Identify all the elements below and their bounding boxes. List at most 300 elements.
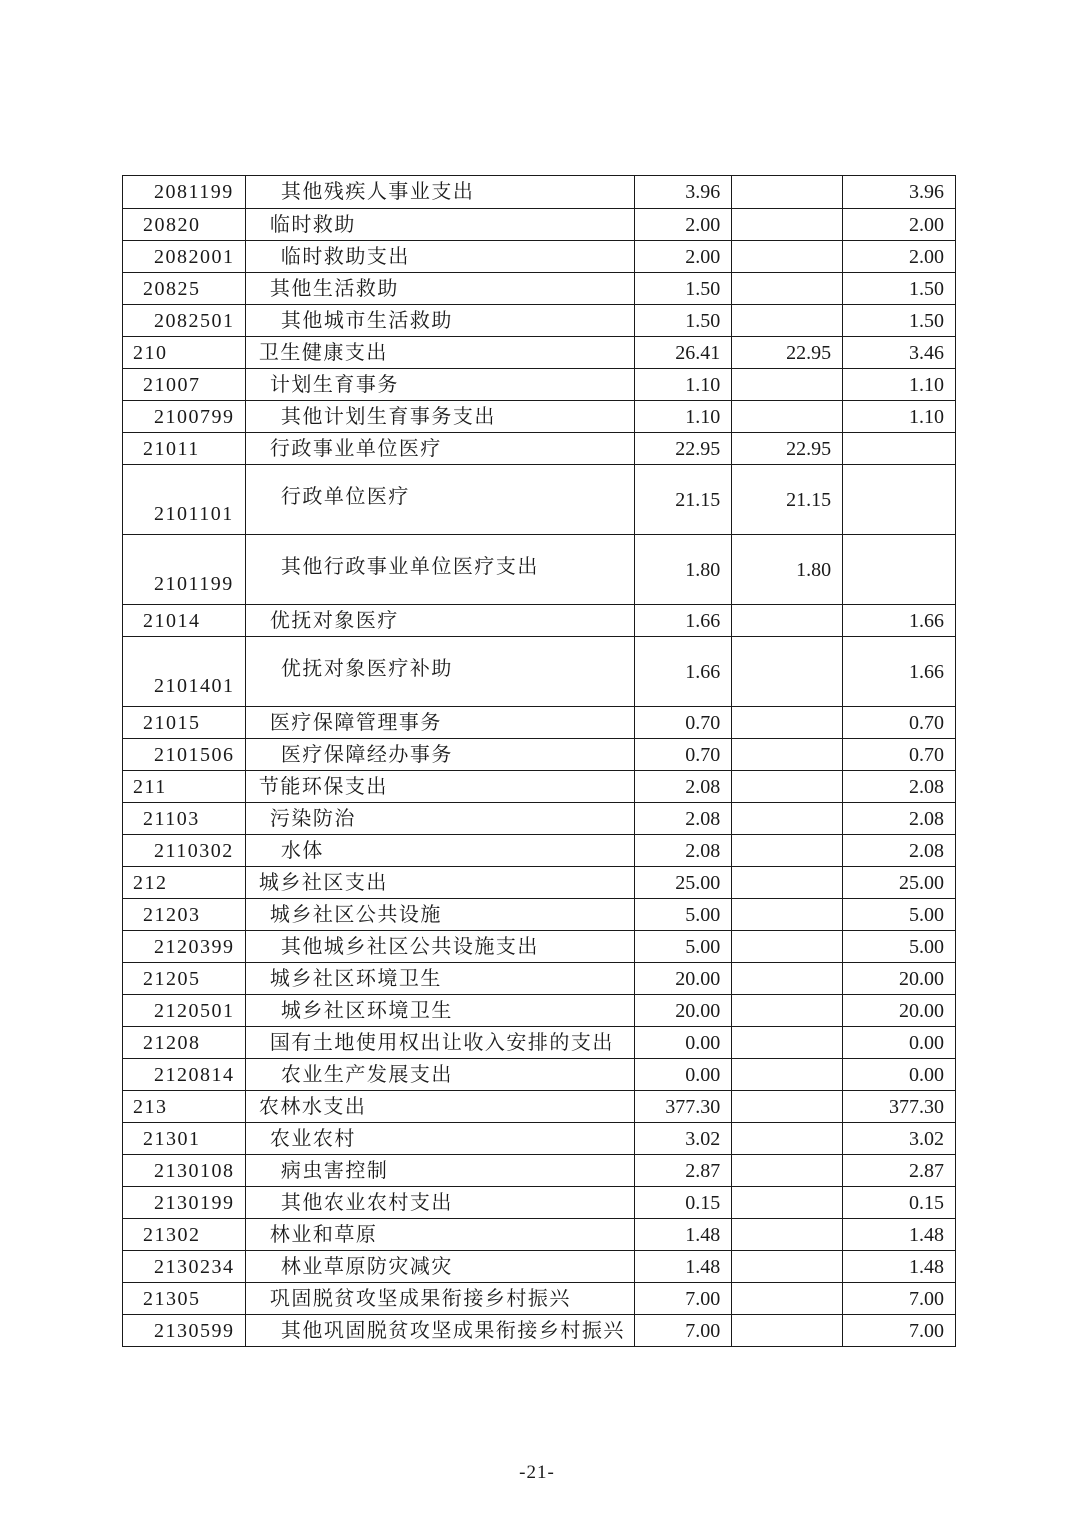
value-cell-total — [635, 931, 732, 962]
code-cell — [123, 637, 246, 706]
value-cell-col3 — [843, 1059, 955, 1090]
code-cell — [123, 835, 246, 866]
name-cell — [246, 995, 636, 1026]
name-cell — [246, 241, 636, 272]
table-row — [123, 802, 955, 834]
value-cell-col3 — [843, 1315, 955, 1346]
value-total-text: 20.00 — [675, 967, 721, 990]
code-cell — [123, 1315, 246, 1346]
code-text: 211 — [133, 775, 167, 798]
name-cell — [246, 739, 636, 770]
item-name-text: 农业生产发展支出 — [280, 1063, 453, 1086]
value-total-text: 2.08 — [685, 807, 721, 830]
value-cell-col2 — [732, 305, 843, 336]
code-cell — [123, 803, 246, 834]
code-cell — [123, 1059, 246, 1090]
code-text: 2082501 — [154, 309, 235, 332]
code-text: 2120399 — [154, 935, 235, 958]
item-name-text: 行政事业单位医疗 — [269, 437, 442, 460]
value-cell-col2 — [732, 899, 843, 930]
item-name-text: 林业和草原 — [269, 1223, 378, 1246]
item-name-text: 优抚对象医疗 — [269, 609, 399, 632]
value-cell-col3 — [843, 1251, 955, 1282]
item-name-text: 巩固脱贫攻坚成果衔接乡村振兴 — [269, 1287, 571, 1310]
value-col3-text: 1.66 — [909, 609, 944, 632]
value-col3-text: 3.46 — [909, 341, 945, 364]
value-cell-col2 — [732, 1315, 843, 1346]
value-cell-col2 — [732, 1187, 843, 1218]
name-cell — [246, 337, 636, 368]
code-cell — [123, 899, 246, 930]
value-total-text: 1.48 — [685, 1255, 721, 1278]
code-cell — [123, 273, 246, 304]
name-cell — [246, 1187, 636, 1218]
value-cell-total — [635, 369, 732, 400]
value-col3-text: 2.00 — [909, 213, 944, 236]
code-cell — [123, 771, 246, 802]
code-text: 21015 — [143, 711, 201, 734]
code-cell — [123, 1187, 246, 1218]
code-cell — [123, 707, 246, 738]
code-text: 21203 — [143, 903, 201, 926]
item-name-text: 城乡社区环境卫生 — [280, 999, 453, 1022]
value-cell-col3 — [843, 707, 955, 738]
name-cell — [246, 1251, 636, 1282]
item-name-text: 农业农村 — [269, 1127, 356, 1150]
item-name-text: 其他行政事业单位医疗支出 — [280, 555, 539, 578]
value-cell-col3 — [843, 1187, 955, 1218]
name-cell — [246, 1059, 636, 1090]
item-name-text: 节能环保支出 — [258, 775, 388, 798]
value-total-text: 2.00 — [685, 245, 721, 268]
value-cell-col3 — [843, 995, 955, 1026]
value-cell-col3 — [843, 1091, 955, 1122]
table-row — [123, 368, 955, 400]
value-cell-total — [635, 1187, 732, 1218]
code-text: 2130599 — [154, 1319, 235, 1342]
table-row — [123, 706, 955, 738]
value-cell-total — [635, 401, 732, 432]
name-cell — [246, 369, 636, 400]
value-col3-text: 1.66 — [909, 660, 944, 683]
name-cell — [246, 465, 636, 534]
value-col3-text: 20.00 — [899, 999, 944, 1022]
value-total-text: 7.00 — [685, 1319, 721, 1342]
item-name-text: 其他农业农村支出 — [280, 1191, 453, 1214]
value-total-text: 26.41 — [675, 341, 721, 364]
value-col2-text: 22.95 — [786, 341, 832, 364]
name-cell — [246, 176, 636, 208]
code-text: 21007 — [143, 373, 201, 396]
value-cell-total — [635, 209, 732, 240]
name-cell — [246, 771, 636, 802]
code-text: 2081199 — [154, 181, 234, 203]
table-row — [123, 636, 955, 706]
value-col3-text: 0.00 — [909, 1063, 944, 1086]
value-total-text: 22.95 — [675, 437, 721, 460]
item-name-text: 林业草原防灾减灾 — [280, 1255, 453, 1278]
table-row — [123, 1282, 955, 1314]
code-text: 20825 — [143, 277, 201, 300]
code-cell — [123, 1091, 246, 1122]
value-cell-col3 — [843, 605, 955, 636]
name-cell — [246, 963, 636, 994]
table-row — [123, 534, 955, 604]
code-cell — [123, 995, 246, 1026]
value-total-text: 2.08 — [685, 775, 721, 798]
code-text: 2101199 — [154, 573, 234, 595]
value-col3-text: 2.08 — [909, 775, 945, 798]
value-total-text: 2.08 — [685, 839, 721, 862]
value-cell-col3 — [843, 176, 955, 208]
code-cell — [123, 739, 246, 770]
code-cell — [123, 963, 246, 994]
item-name-text: 其他城乡社区公共设施支出 — [280, 935, 539, 958]
value-total-text: 0.00 — [685, 1063, 721, 1086]
value-col3-text: 2.08 — [909, 807, 944, 830]
value-cell-total — [635, 963, 732, 994]
code-cell — [123, 465, 246, 534]
value-cell-total — [635, 535, 732, 604]
name-cell — [246, 1155, 636, 1186]
value-cell-col2 — [732, 337, 843, 368]
value-cell-total — [635, 273, 732, 304]
value-cell-total — [635, 739, 732, 770]
value-cell-col3 — [843, 1219, 955, 1250]
name-cell — [246, 605, 636, 636]
item-name-text: 其他计划生育事务支出 — [280, 405, 496, 428]
value-cell-col2 — [732, 1219, 843, 1250]
value-cell-col3 — [843, 803, 955, 834]
code-text: 2082001 — [154, 245, 235, 268]
code-cell — [123, 241, 246, 272]
item-name-text: 行政单位医疗 — [280, 485, 410, 508]
code-text: 2120501 — [154, 999, 235, 1022]
code-text: 2110302 — [154, 839, 234, 862]
value-total-text: 1.50 — [685, 309, 721, 332]
value-col3-text: 1.50 — [909, 277, 944, 300]
value-cell-total — [635, 1283, 732, 1314]
value-col3-text: 1.48 — [909, 1223, 944, 1246]
code-text: 21103 — [143, 807, 200, 830]
value-col3-text: 1.48 — [909, 1255, 944, 1278]
table-row — [123, 1122, 955, 1154]
value-cell-total — [635, 241, 732, 272]
code-cell — [123, 1283, 246, 1314]
code-text: 21301 — [143, 1127, 201, 1150]
table-row — [123, 1090, 955, 1122]
table-row — [123, 898, 955, 930]
value-total-text: 0.70 — [685, 743, 721, 766]
name-cell — [246, 273, 636, 304]
item-name-text: 污染防治 — [269, 807, 356, 830]
value-cell-col3 — [843, 337, 955, 368]
code-text: 2130199 — [154, 1191, 235, 1214]
table-row — [123, 1218, 955, 1250]
code-text: 2101506 — [154, 743, 235, 766]
code-text: 2130108 — [154, 1159, 235, 1182]
value-cell-col2 — [732, 1283, 843, 1314]
code-cell — [123, 605, 246, 636]
value-cell-total — [635, 305, 732, 336]
value-total-text: 5.00 — [685, 935, 721, 958]
value-cell-col3 — [843, 899, 955, 930]
table-row — [123, 304, 955, 336]
value-cell-col3 — [843, 637, 955, 706]
value-cell-total — [635, 867, 732, 898]
value-cell-col2 — [732, 1091, 843, 1122]
item-name-text: 其他残疾人事业支出 — [280, 181, 475, 203]
value-cell-total — [635, 1091, 732, 1122]
value-col3-text: 1.50 — [909, 309, 944, 332]
value-cell-total — [635, 1219, 732, 1250]
item-name-text: 城乡社区支出 — [258, 871, 388, 894]
value-cell-col2 — [732, 535, 843, 604]
value-cell-col3 — [843, 739, 955, 770]
value-cell-col2 — [732, 176, 843, 208]
value-cell-col3 — [843, 433, 955, 464]
item-name-text: 医疗保障管理事务 — [269, 711, 442, 734]
name-cell — [246, 1123, 636, 1154]
value-total-text: 1.50 — [685, 277, 721, 300]
name-cell — [246, 535, 636, 604]
code-text: 210 — [133, 341, 168, 364]
code-cell — [123, 176, 246, 208]
value-col3-text: 5.00 — [909, 935, 944, 958]
value-col2-text: 21.15 — [786, 488, 832, 511]
value-total-text: 1.80 — [685, 558, 721, 581]
table-row — [123, 1154, 955, 1186]
value-col3-text: 25.00 — [899, 871, 945, 894]
name-cell — [246, 1219, 636, 1250]
name-cell — [246, 305, 636, 336]
value-cell-col2 — [732, 433, 843, 464]
code-text: 2101101 — [154, 503, 234, 525]
value-col3-text: 20.00 — [899, 967, 944, 990]
table-row — [123, 240, 955, 272]
code-text: 21208 — [143, 1031, 201, 1054]
value-cell-col2 — [732, 835, 843, 866]
item-name-text: 医疗保障经办事务 — [280, 743, 453, 766]
value-cell-col2 — [732, 241, 843, 272]
value-cell-total — [635, 1027, 732, 1058]
code-cell — [123, 305, 246, 336]
value-cell-total — [635, 176, 732, 208]
name-cell — [246, 867, 636, 898]
value-cell-col2 — [732, 739, 843, 770]
table-row — [123, 464, 955, 534]
table-row — [123, 834, 955, 866]
code-cell — [123, 433, 246, 464]
value-cell-total — [635, 637, 732, 706]
value-total-text: 2.87 — [685, 1159, 721, 1182]
value-total-text: 0.15 — [685, 1191, 721, 1214]
value-total-text: 3.96 — [685, 181, 721, 203]
code-text: 213 — [133, 1095, 168, 1118]
code-cell — [123, 1251, 246, 1282]
value-total-text: 1.66 — [685, 609, 721, 632]
value-cell-col2 — [732, 803, 843, 834]
value-cell-col2 — [732, 637, 843, 706]
item-name-text: 优抚对象医疗补助 — [280, 657, 453, 680]
value-cell-col2 — [732, 1059, 843, 1090]
value-cell-col2 — [732, 369, 843, 400]
table-row — [123, 1314, 955, 1346]
value-col3-text: 1.10 — [909, 405, 944, 428]
value-col3-text: 0.15 — [909, 1191, 944, 1214]
value-total-text: 1.10 — [685, 373, 721, 396]
name-cell — [246, 1027, 636, 1058]
value-col2-text: 1.80 — [796, 558, 832, 581]
page-number: -21- — [519, 1462, 555, 1483]
value-cell-col2 — [732, 771, 843, 802]
value-col3-text: 0.70 — [909, 743, 944, 766]
table-row — [123, 930, 955, 962]
value-total-text: 0.70 — [685, 711, 721, 734]
value-cell-col3 — [843, 1283, 955, 1314]
value-cell-total — [635, 465, 732, 534]
value-col3-text: 0.70 — [909, 711, 944, 734]
code-cell — [123, 1027, 246, 1058]
value-cell-col2 — [732, 465, 843, 534]
value-cell-total — [635, 1059, 732, 1090]
value-col3-text: 3.02 — [909, 1127, 944, 1150]
item-name-text: 农林水支出 — [258, 1095, 367, 1118]
item-name-text: 临时救助 — [269, 213, 356, 236]
code-cell — [123, 369, 246, 400]
value-col3-text: 377.30 — [889, 1095, 945, 1118]
code-cell — [123, 1123, 246, 1154]
value-cell-total — [635, 433, 732, 464]
value-col3-text: 0.00 — [909, 1031, 944, 1054]
item-name-text: 其他巩固脱贫攻坚成果衔接乡村振兴 — [280, 1319, 625, 1342]
value-cell-col3 — [843, 867, 955, 898]
value-total-text: 20.00 — [675, 999, 721, 1022]
value-cell-col3 — [843, 1155, 955, 1186]
value-total-text: 7.00 — [685, 1287, 721, 1310]
code-text: 2120814 — [154, 1063, 235, 1086]
item-name-text: 计划生育事务 — [269, 373, 399, 396]
value-col3-text: 2.87 — [909, 1159, 944, 1182]
name-cell — [246, 803, 636, 834]
value-cell-col2 — [732, 931, 843, 962]
value-col3-text: 7.00 — [909, 1319, 944, 1342]
item-name-text: 其他生活救助 — [269, 277, 399, 300]
value-col2-text: 22.95 — [786, 437, 832, 460]
value-cell-col2 — [732, 995, 843, 1026]
value-total-text: 5.00 — [685, 903, 721, 926]
name-cell — [246, 899, 636, 930]
value-cell-total — [635, 771, 732, 802]
item-name-text: 国有土地使用权出让收入安排的支出 — [269, 1031, 614, 1054]
value-cell-col2 — [732, 1155, 843, 1186]
value-cell-col2 — [732, 605, 843, 636]
code-cell — [123, 535, 246, 604]
table-row — [123, 1026, 955, 1058]
value-cell-col3 — [843, 535, 955, 604]
value-total-text: 2.00 — [685, 213, 721, 236]
value-cell-col2 — [732, 1123, 843, 1154]
table-row — [123, 770, 955, 802]
code-text: 21302 — [143, 1223, 201, 1246]
name-cell — [246, 835, 636, 866]
value-cell-col3 — [843, 209, 955, 240]
table-row — [123, 176, 955, 208]
name-cell — [246, 433, 636, 464]
table-row — [123, 1250, 955, 1282]
value-cell-total — [635, 1155, 732, 1186]
budget-table — [122, 175, 956, 1347]
value-cell-col2 — [732, 707, 843, 738]
code-text: 21014 — [143, 609, 201, 632]
item-name-text: 卫生健康支出 — [258, 341, 388, 364]
code-cell — [123, 209, 246, 240]
value-cell-col2 — [732, 273, 843, 304]
value-total-text: 21.15 — [675, 488, 721, 511]
value-col3-text: 7.00 — [909, 1287, 944, 1310]
item-name-text: 城乡社区环境卫生 — [269, 967, 442, 990]
table-row — [123, 432, 955, 464]
name-cell — [246, 209, 636, 240]
value-total-text: 377.30 — [665, 1095, 721, 1118]
table-row — [123, 604, 955, 636]
name-cell — [246, 401, 636, 432]
value-col3-text: 2.08 — [909, 839, 944, 862]
value-cell-col2 — [732, 963, 843, 994]
table-row — [123, 738, 955, 770]
value-col3-text: 3.96 — [909, 181, 944, 203]
value-cell-col2 — [732, 209, 843, 240]
table-row — [123, 208, 955, 240]
item-name-text: 城乡社区公共设施 — [269, 903, 442, 926]
value-cell-total — [635, 707, 732, 738]
value-cell-col2 — [732, 401, 843, 432]
code-cell — [123, 1155, 246, 1186]
name-cell — [246, 707, 636, 738]
value-cell-col2 — [732, 1027, 843, 1058]
value-cell-col3 — [843, 835, 955, 866]
name-cell — [246, 1091, 636, 1122]
value-cell-total — [635, 1251, 732, 1282]
item-name-text: 水体 — [280, 839, 324, 862]
table-row — [123, 866, 955, 898]
value-cell-total — [635, 835, 732, 866]
value-total-text: 1.66 — [685, 660, 721, 683]
code-text: 21305 — [143, 1287, 201, 1310]
code-text: 212 — [133, 871, 168, 894]
code-text: 21205 — [143, 967, 201, 990]
name-cell — [246, 931, 636, 962]
value-total-text: 1.48 — [685, 1223, 721, 1246]
value-cell-col3 — [843, 963, 955, 994]
value-cell-total — [635, 605, 732, 636]
item-name-text: 临时救助支出 — [280, 245, 410, 268]
value-total-text: 0.00 — [685, 1031, 721, 1054]
code-cell — [123, 931, 246, 962]
value-col3-text: 5.00 — [909, 903, 944, 926]
value-col3-text: 1.10 — [909, 373, 944, 396]
item-name-text: 其他城市生活救助 — [280, 309, 453, 332]
table-row — [123, 400, 955, 432]
code-text: 2100799 — [154, 405, 235, 428]
table-row — [123, 1058, 955, 1090]
value-col3-text: 2.00 — [909, 245, 944, 268]
value-cell-col3 — [843, 1123, 955, 1154]
value-cell-col3 — [843, 1027, 955, 1058]
table-row — [123, 336, 955, 368]
table-row — [123, 994, 955, 1026]
name-cell — [246, 1315, 636, 1346]
